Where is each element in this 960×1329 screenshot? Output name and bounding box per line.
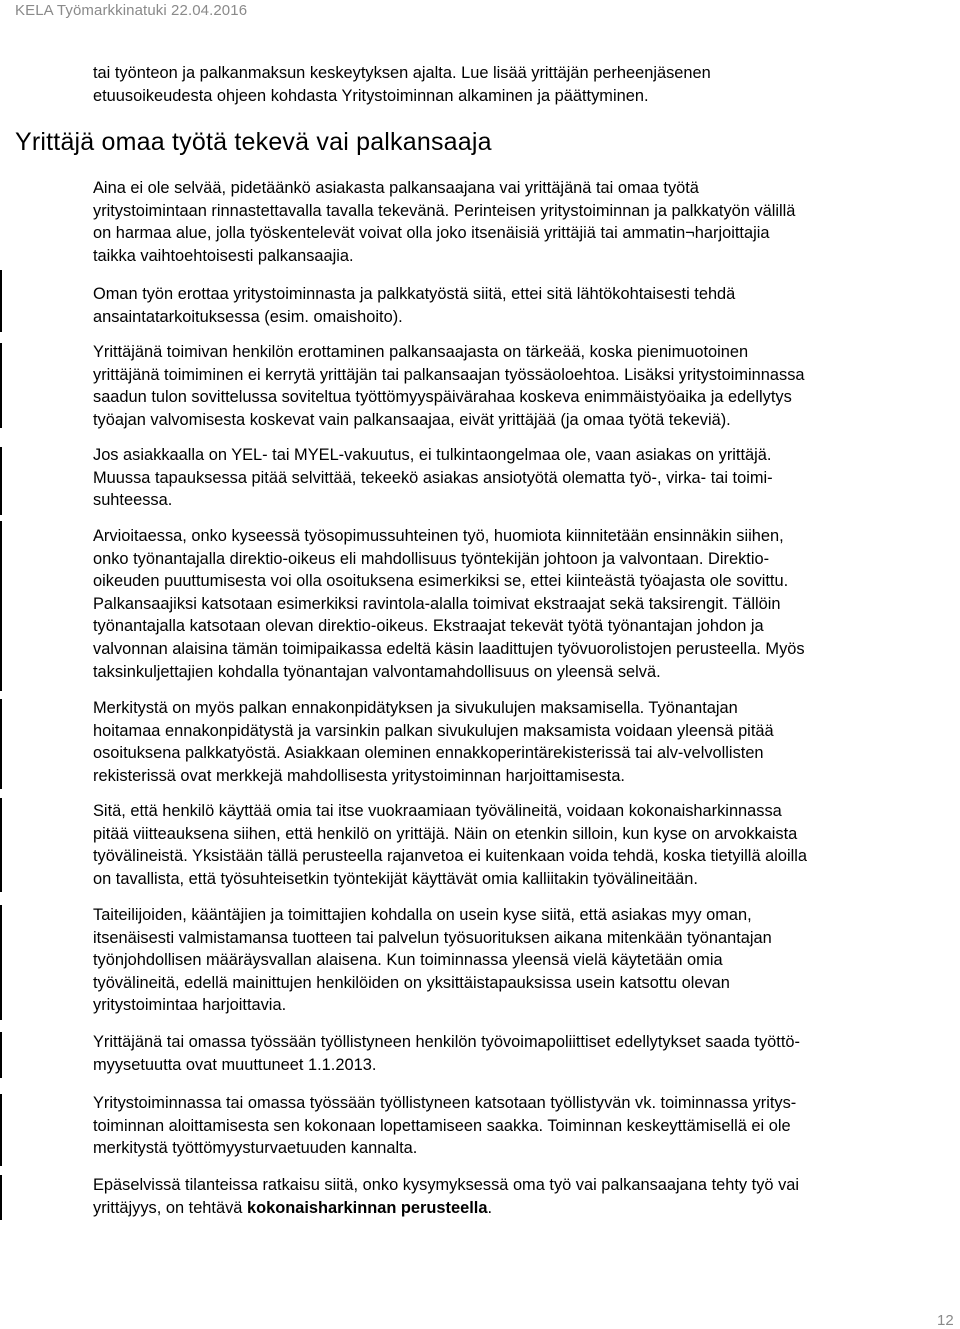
text-line: on tavallista, että työsuhteisetkin työntekijät käyttävät omia kalliitakin työvälineitään. bbox=[93, 869, 698, 888]
text-line: tai työnteon ja palkanmaksun keskeytyksen ajalta. Lue lisää yrittäjän perheenjäsenen bbox=[93, 64, 711, 82]
text-line: etuusoikeudesta ohjeen kohdasta Yritystoiminnan alkaminen ja päättyminen. bbox=[93, 86, 649, 105]
text-line: Epäselvissä tilanteissa ratkaisu siitä, onko kysymyksessä oma työ vai palkansaajana tehty työ vai bbox=[93, 1176, 800, 1194]
text-line: suhteessa. bbox=[93, 491, 173, 510]
change-bar bbox=[0, 270, 2, 332]
change-bar bbox=[0, 699, 2, 789]
change-bar bbox=[0, 1094, 2, 1166]
text-line: Oman työn erottaa yritystoiminnasta ja palkkatyöstä siitä, ettei sitä lähtökohtaisesti tehdä bbox=[93, 285, 736, 303]
text-line: Yrittäjänä tai omassa työssään työllistyneen henkilön työvoimapoliittiset edellytykset saada työttö- bbox=[93, 1033, 800, 1051]
text-line: Jos asiakkaalla on YEL- tai MYEL-vakuutus, ei tulkintaongelmaa ole, vaan asiakas on yrittäjä. bbox=[93, 446, 772, 464]
paragraph bbox=[93, 1174, 955, 1219]
text-line: saadun tulon sovittelussa soviteltua työttömyyspäivärahaa koskeva enimmäistyöaika ja edellytys bbox=[93, 388, 792, 407]
text-line: pitää viitteauksena siihen, että henkilö on yrittäjä. Näin on etenkin silloin, kun kyse on arvokkaista bbox=[93, 824, 798, 843]
text-line: Palkansaajiksi katsotaan esimerkiksi ravintola-alalla toimivat ekstraajat sekä taksirengit. Tällöin bbox=[93, 594, 781, 613]
text-line: merkitystä työttömyysturvaetuuden kannalta. bbox=[93, 1139, 418, 1158]
text-line: yritystoimintaa harjoittavia. bbox=[93, 996, 287, 1015]
paragraph bbox=[93, 1092, 955, 1160]
paragraph bbox=[93, 525, 955, 683]
paragraph bbox=[93, 341, 955, 431]
text-line: toiminnan aloittamisesta sen kokonaan lopettamiseen saakka. Toiminnan keskeyttämisellä ei ole bbox=[93, 1116, 791, 1135]
intro-paragraph bbox=[93, 62, 955, 107]
document-header: KELA Työmarkkinatuki 22.04.2016 bbox=[15, 2, 248, 19]
paragraph bbox=[93, 1031, 955, 1076]
text-line: Merkitystä on myös palkan ennakonpidätyksen ja sivukulujen maksamisella. Työnantajan bbox=[93, 699, 738, 717]
change-bar bbox=[0, 447, 2, 515]
text-line: taksinkuljettajien kohdalla työnantajan valvontamahdollisuus on yleensä selvä. bbox=[93, 662, 661, 681]
text-line: myysetuutta ovat muuttuneet 1.1.2013. bbox=[93, 1055, 377, 1074]
paragraph bbox=[93, 800, 955, 890]
bold-phrase: kokonaisharkinnan perusteella bbox=[246, 1198, 488, 1217]
text-line: valvonnan alaisina tämän toimipaikassa edeltä käsin laadittujen työvuorolistojen perusteella. Myös bbox=[93, 639, 805, 658]
text-line: Arvioitaessa, onko kyseessä työsopimussuhteinen työ, huomiota kiinnitetään ensinnäkin siihen, bbox=[93, 527, 784, 545]
paragraph bbox=[93, 177, 955, 267]
paragraph bbox=[93, 283, 955, 328]
text-line: yrittäjänä toimiminen ei kerrytä yrittäjän tai palkansaajan työssäoloehtoa. Lisäksi yritystoiminnassa bbox=[93, 365, 805, 384]
paragraph bbox=[93, 697, 955, 787]
paragraph bbox=[93, 444, 955, 512]
text-line: oikeuden puuttumisesta voi olla osoituksena esimerkiksi se, ettei kiinteästä työajasta ole sovittu. bbox=[93, 572, 789, 591]
text-line: työvälineistä. Yksistään tällä perusteella rajanvetoa ei kuitenkaan voida tehdä, koska tietyillä aloilla bbox=[93, 847, 808, 866]
text-line: työnantajalla katsotaan olevan direktio-oikeus. Ekstraajat tekevät työtä työnantajan johdon ja bbox=[93, 617, 764, 636]
change-bar bbox=[0, 521, 2, 691]
text-line: yritystoimintaan rinnastettavalla tavalla tekevänä. Perinteisen yritystoiminnan ja palkkatyön välillä bbox=[93, 201, 796, 220]
paragraph bbox=[93, 904, 955, 1017]
text-line: työnjohdollisen määräysvallan alaisena. Kun toiminnassa yleensä vielä käytetään omia bbox=[93, 951, 723, 970]
text-line: Yritystoiminnassa tai omassa työssään työllistyneen katsotaan työllistyvän vk. toiminnassa yritys- bbox=[93, 1094, 797, 1112]
text-line: on harmaa alue, jolla työskentelevät voivat olla joko itsenäisiä yrittäjiä tai ammatin¬harjoittajia bbox=[93, 224, 770, 243]
text-line: osoituksena palkkatyöstä. Asiakkaan oleminen ennakkoperintärekisterissä tai alv-velvollisten bbox=[93, 744, 764, 763]
text-line: työvälineitä, edellä mainittujen henkilöiden on yksittäistapauksissa usein katsottu olevan bbox=[93, 973, 730, 992]
section-heading: Yrittäjä omaa työtä tekevä vai palkansaaja bbox=[15, 128, 492, 156]
page-number: 12 bbox=[937, 1312, 954, 1329]
text-line: hoitamaa ennakonpidätystä ja varsinkin palkan sivukulujen maksamista voidaan yleensä pitää bbox=[93, 721, 774, 740]
text-line: onko työnantajalla direktio-oikeus eli mahdollisuus työntekijän johtoon ja valvontaan. Direktio- bbox=[93, 549, 770, 568]
text-line: työajan valvomisesta koskevat vain palkansaajaa, eivät yrittäjää (ja omaa työtä tekeviä). bbox=[93, 410, 731, 429]
change-bar bbox=[0, 1032, 2, 1078]
text-line: itsenäisesti valmistamansa tuotteen tai palvelun työsuorituksen aikana mitenkään työnantajan bbox=[93, 928, 772, 947]
text-line: taikka vaihtoehtoisesti palkansaajia. bbox=[93, 246, 354, 265]
text-run: yrittäjyys, on tehtävä bbox=[93, 1198, 247, 1217]
text-line: Sitä, että henkilö käyttää omia tai itse vuokraamiaan työvälineitä, voidaan kokonaisharkinnassa bbox=[93, 802, 782, 820]
text-line: Yrittäjänä toimivan henkilön erottaminen palkansaajasta on tärkeää, koska pienimuotoinen bbox=[93, 343, 749, 361]
text-run: . bbox=[487, 1198, 493, 1217]
change-bar bbox=[0, 798, 2, 892]
text-line: rekisterissä ovat merkkejä mahdollisesta yritystoiminnan harjoittamisesta. bbox=[93, 766, 625, 785]
change-bar bbox=[0, 1175, 2, 1220]
text-line: Aina ei ole selvää, pidetäänkö asiakasta palkansaajana vai yrittäjänä tai omaa työtä bbox=[93, 179, 699, 197]
text-line: Taiteilijoiden, kääntäjien ja toimittajien kohdalla on usein kyse siitä, että asiakas myy oman, bbox=[93, 906, 752, 924]
text-line bbox=[93, 1197, 955, 1220]
text-line: Muussa tapauksessa pitää selvittää, tekeekö asiakas ansiotyötä olematta työ-, virka- tai toimi- bbox=[93, 468, 773, 487]
change-bar bbox=[0, 343, 2, 428]
text-line: ansaintatarkoituksessa (esim. omaishoito). bbox=[93, 307, 403, 326]
change-bar bbox=[0, 905, 2, 1020]
